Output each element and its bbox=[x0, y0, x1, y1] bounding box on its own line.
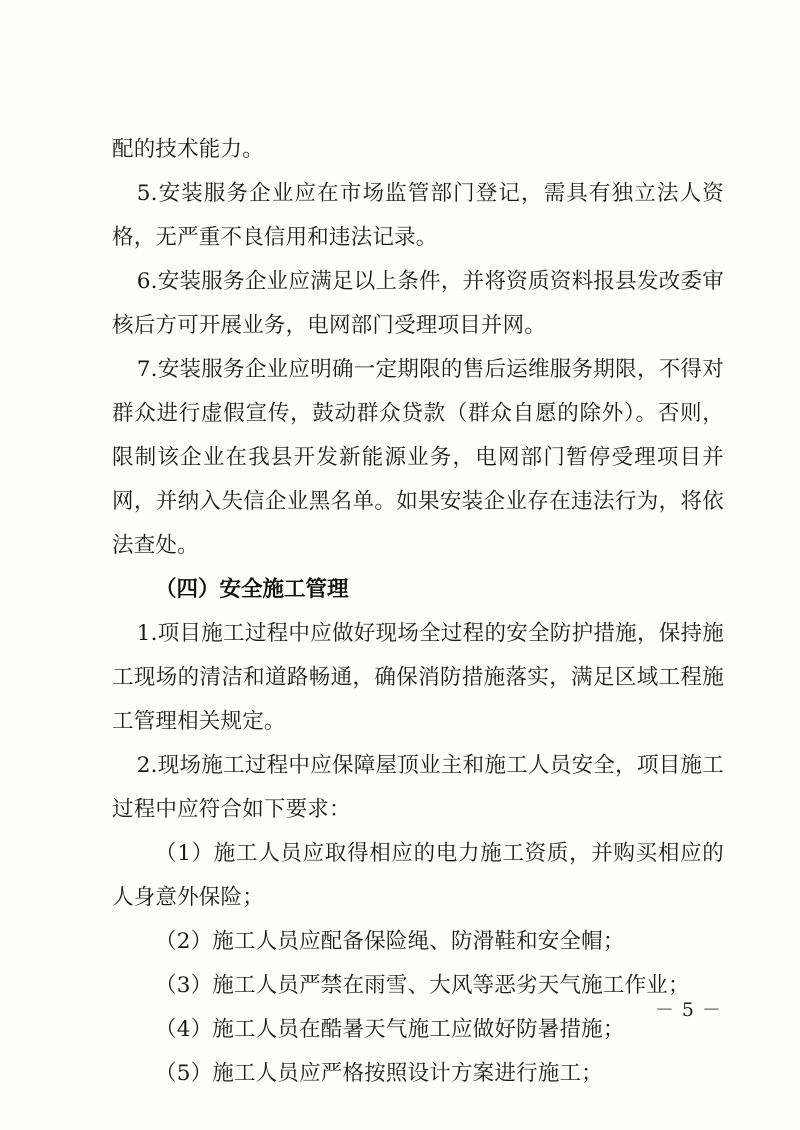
paragraph: 2.现场施工过程中应保障屋顶业主和施工人员安全，项目施工过程中应符合如下要求： bbox=[112, 753, 724, 822]
paragraph: 1.项目施工过程中应做好现场全过程的安全防护措施，保持施工现场的清洁和道路畅通，确保消防措施落实，满足区域工程施工管理相关规定。 bbox=[112, 621, 724, 734]
paragraph: 5.安装服务企业应在市场监管部门登记，需具有独立法人资格，无严重不良信用和违法记录。 bbox=[112, 181, 724, 250]
page-number: － 5 － bbox=[654, 999, 722, 1021]
document-body bbox=[112, 128, 724, 1096]
paragraph: 6.安装服务企业应满足以上条件，并将资质资料报县发改委审核后方可开展业务，电网部门受理项目并网。 bbox=[112, 269, 724, 338]
list-item: （1）施工人员应取得相应的电力施工资质，并购买相应的人身意外保险； bbox=[112, 841, 724, 910]
section-heading: （四）安全施工管理 bbox=[155, 577, 349, 602]
paragraph: 7.安装服务企业应明确一定期限的售后运维服务期限，不得对群众进行虚假宣传，鼓动群众贷款（群众自愿的除外）。否则，限制该企业在我县开发新能源业务，电网部门暂停受理项目并网，并纳入失信企业黑名单。如果安装企业存在违法行为，将依法查处。 bbox=[112, 357, 724, 558]
list-item: （4）施工人员在酷暑天气施工应做好防暑措施； bbox=[155, 1017, 625, 1042]
paragraph: 配的技术能力。 bbox=[112, 137, 264, 162]
list-item: （5）施工人员应严格按照设计方案进行施工； bbox=[155, 1061, 603, 1086]
list-item: （2）施工人员应配备保险绳、防滑鞋和安全帽； bbox=[155, 929, 625, 954]
list-item: （3）施工人员严禁在雨雪、大风等恶劣天气施工作业； bbox=[155, 973, 690, 998]
